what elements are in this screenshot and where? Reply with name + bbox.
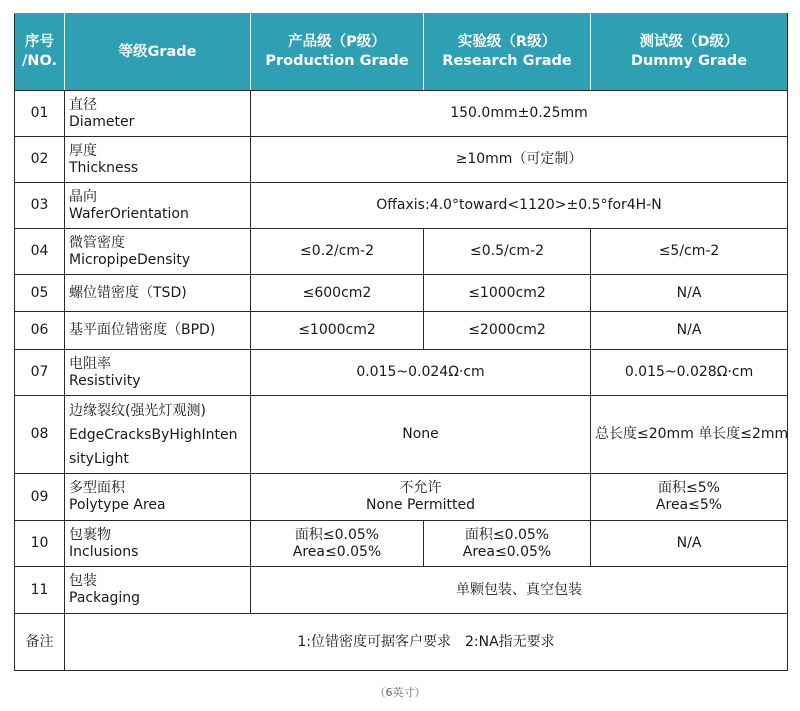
- value-dummy: 0.015~0.028Ω·cm: [591, 350, 788, 396]
- value-research: ≤0.5/cm-2: [424, 229, 591, 275]
- note-text: 1:位错密度可据客户要求 2:NA指无要求: [65, 614, 788, 671]
- value-dummy: ≤5/cm-2: [591, 229, 788, 275]
- value-production: 面积≤0.05% Area≤0.05%: [251, 521, 424, 567]
- row-item: 电阻率 Resistivity: [65, 350, 251, 396]
- row-number: 07: [15, 350, 65, 396]
- row-number: 08: [15, 396, 65, 474]
- row-item: 直径 Diameter: [65, 91, 251, 137]
- table-row: [15, 312, 788, 350]
- header-no: 序号 /NO.: [15, 14, 65, 91]
- value-research: ≤2000cm2: [424, 312, 591, 350]
- row-item: 包装 Packaging: [65, 567, 251, 614]
- row-number: 01: [15, 91, 65, 137]
- row-item: 晶向 WaferOrientation: [65, 183, 251, 229]
- row-number: 04: [15, 229, 65, 275]
- row-item: 多型面积 Polytype Area: [65, 474, 251, 521]
- value-all-grades: Offaxis:4.0°toward<1120>±0.5°for4H-N: [251, 183, 788, 229]
- spec-table: [14, 13, 788, 671]
- value-production-research: 0.015~0.024Ω·cm: [251, 350, 591, 396]
- row-item: 螺位错密度（TSD): [65, 275, 251, 312]
- row-item: 微管密度 MicropipeDensity: [65, 229, 251, 275]
- header-dummy: 测试级（D级） Dummy Grade: [591, 14, 788, 91]
- value-all-grades: ≥10mm（可定制）: [251, 137, 788, 183]
- value-all-grades: 单颗包装、真空包装: [251, 567, 788, 614]
- table-row: [15, 91, 788, 137]
- value-all-grades: 150.0mm±0.25mm: [251, 91, 788, 137]
- table-row: [15, 229, 788, 275]
- row-number: 10: [15, 521, 65, 567]
- value-production: ≤600cm2: [251, 275, 424, 312]
- row-item: 厚度 Thickness: [65, 137, 251, 183]
- table-row: [15, 350, 788, 396]
- header-production: 产品级（P级） Production Grade: [251, 14, 424, 91]
- table-row: [15, 137, 788, 183]
- value-production: ≤0.2/cm-2: [251, 229, 424, 275]
- note-row: [15, 614, 788, 671]
- value-production-research: None: [251, 396, 591, 474]
- value-dummy: N/A: [591, 312, 788, 350]
- value-research: ≤1000cm2: [424, 275, 591, 312]
- value-research: 面积≤0.05% Area≤0.05%: [424, 521, 591, 567]
- value-dummy: 总长度≤20mm 单长度≤2mm: [591, 396, 788, 474]
- row-item: 基平面位错密度（BPD): [65, 312, 251, 350]
- table-row: [15, 275, 788, 312]
- row-number: 11: [15, 567, 65, 614]
- table-row: [15, 567, 788, 614]
- value-dummy: 面积≤5% Area≤5%: [591, 474, 788, 521]
- table-row: [15, 183, 788, 229]
- header-research: 实验级（R级） Research Grade: [424, 14, 591, 91]
- table-row: [15, 521, 788, 567]
- row-number: 06: [15, 312, 65, 350]
- value-production-research: 不允许 None Permitted: [251, 474, 591, 521]
- size-caption: （6英寸）: [374, 686, 426, 699]
- row-item: 包裹物 Inclusions: [65, 521, 251, 567]
- value-dummy: N/A: [591, 521, 788, 567]
- row-number: 03: [15, 183, 65, 229]
- header-grade: 等级Grade: [65, 14, 251, 91]
- table-row: [15, 396, 788, 474]
- value-production: ≤1000cm2: [251, 312, 424, 350]
- table-row: [15, 474, 788, 521]
- note-label: 备注: [15, 614, 65, 671]
- row-number: 02: [15, 137, 65, 183]
- row-item: 边缘裂纹(强光灯观测) EdgeCracksByHighInten sityLight: [65, 396, 251, 474]
- value-dummy: N/A: [591, 275, 788, 312]
- header-row: [15, 14, 788, 91]
- row-number: 09: [15, 474, 65, 521]
- row-number: 05: [15, 275, 65, 312]
